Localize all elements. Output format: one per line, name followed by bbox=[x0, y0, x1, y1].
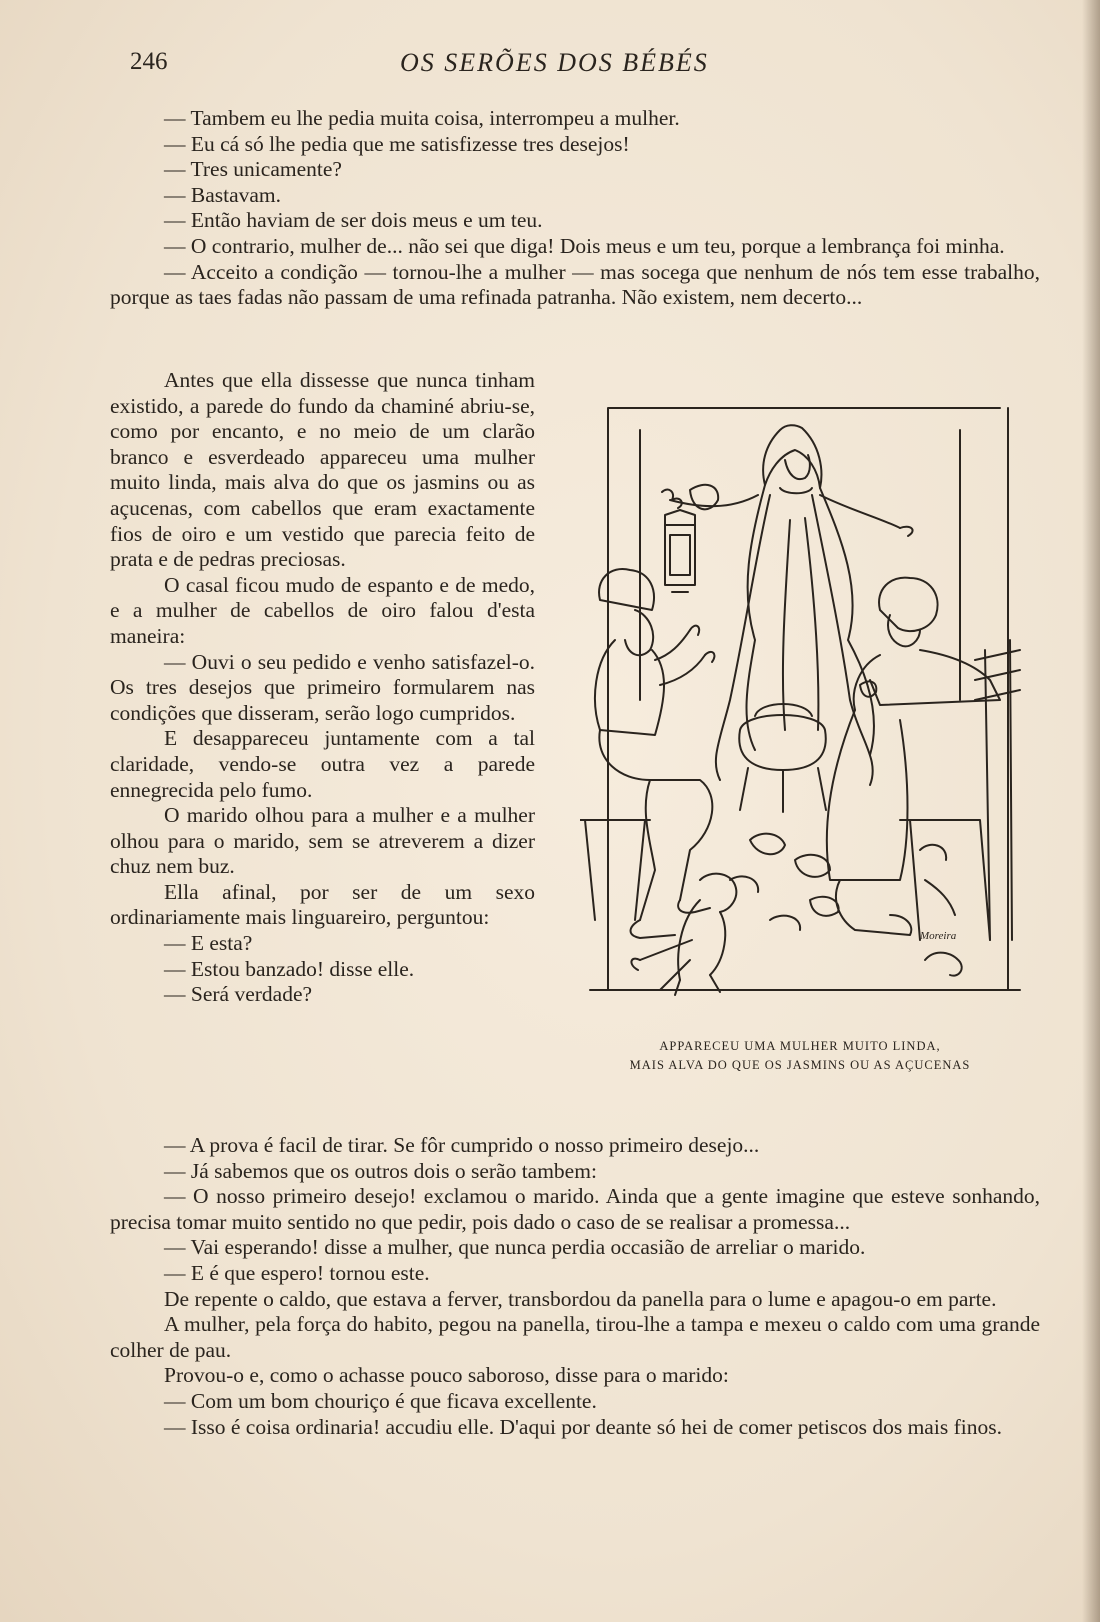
paragraph: Antes que ella dissesse que nunca tinham existido, a parede do fundo da chaminé abriu-se, como por encanto, e no meio de um clarão branco e esverdeado appareceu uma mulher muito linda, mais alva do que os jasmins ou as açucenas, com cabellos que eram exactamente fios de oiro e um vestido que parecia feito de prata e de pedras preciosas. bbox=[110, 368, 535, 572]
running-title: OS SERÕES DOS BÉBÉS bbox=[400, 48, 709, 77]
illustration bbox=[580, 400, 1030, 1000]
left-text-column bbox=[110, 368, 535, 1008]
paragraph: — E é que espero! tornou este. bbox=[164, 1260, 430, 1285]
paragraph: — Ouvi o seu pedido e venho satisfazel-o. Os tres desejos que primeiro formularem nas condições que disseram, serão logo cumpridos. bbox=[110, 649, 535, 725]
paragraph: Ella afinal, por ser de um sexo ordinariamente mais linguareiro, perguntou: bbox=[110, 879, 535, 930]
paragraph: O marido olhou para a mulher e a mulher olhou para o marido, sem se atreverem a dizer chuz nem buz. bbox=[110, 803, 535, 879]
paragraph: O casal ficou mudo de espanto e de medo, e a mulher de cabellos de oiro falou d'esta maneira: bbox=[110, 572, 535, 648]
paragraph: — Estou banzado! disse elle. bbox=[164, 956, 415, 981]
paragraph: A mulher, pela força do habito, pegou na panella, tirou-lhe a tampa e mexeu o caldo com uma grande colher de pau. bbox=[110, 1312, 1040, 1362]
page-number: 246 bbox=[130, 48, 168, 75]
paragraph: — Tres unicamente? bbox=[164, 157, 342, 182]
paragraph: — Acceito a condição — tornou-lhe a mulher — mas socega que nenhum de nós tem esse trabalho, porque as taes fadas não passam de uma refinada patranha. Não existem, nem decerto... bbox=[110, 259, 1040, 310]
top-text-block bbox=[110, 106, 1040, 311]
bottom-text-block bbox=[110, 1133, 1040, 1440]
page-edge-shadow bbox=[1082, 0, 1100, 1622]
paragraph: — Isso é coisa ordinaria! accudiu elle. D'aqui por deante só hei de comer petiscos dos mais finos. bbox=[164, 1414, 1002, 1439]
paragraph: — Já sabemos que os outros dois o serão tambem: bbox=[164, 1158, 597, 1183]
paragraph: — Vai esperando! disse a mulher, que nunca perdia occasião de arreliar o marido. bbox=[164, 1235, 866, 1260]
paragraph: — Tambem eu lhe pedia muita coisa, interrompeu a mulher. bbox=[164, 106, 680, 130]
page-header bbox=[130, 44, 1060, 84]
paragraph: Provou-o e, como o achasse pouco saboroso, disse para o marido: bbox=[164, 1363, 729, 1388]
paragraph: — Então haviam de ser dois meus e um teu. bbox=[164, 208, 543, 233]
paragraph: — O contrario, mulher de... não sei que diga! Dois meus e um teu, porque a lembrança foi minha. bbox=[164, 233, 1005, 258]
paragraph: E desappareceu juntamente com a tal claridade, vendo-se outra vez a parede ennegrecida pelo fumo. bbox=[110, 726, 535, 802]
paragraph: — Eu cá só lhe pedia que me satisfizesse tres desejos! bbox=[164, 131, 630, 156]
paragraph: — Com um bom chouriço é que ficava excellente. bbox=[164, 1388, 597, 1413]
paragraph: — O nosso primeiro desejo! exclamou o marido. Ainda que a gente imagine que esteve sonhando, precisa tomar muito sentido no que pedir, pois dado o caso de se realisar a promessa... bbox=[110, 1184, 1040, 1234]
illustration-drawing bbox=[580, 400, 1030, 1000]
caption-line: APPARECEU UMA MULHER MUITO LINDA, bbox=[659, 1039, 941, 1053]
illustration-caption bbox=[570, 1037, 1030, 1075]
paragraph: — Será verdade? bbox=[164, 982, 313, 1007]
paragraph: — E esta? bbox=[164, 931, 253, 956]
paragraph: — Bastavam. bbox=[164, 182, 282, 207]
paragraph: — A prova é facil de tirar. Se fôr cumprido o nosso primeiro desejo... bbox=[164, 1133, 760, 1157]
artist-signature: Moreira bbox=[920, 930, 957, 942]
paragraph: De repente o caldo, que estava a ferver, transbordou da panella para o lume e apagou-o em parte. bbox=[164, 1286, 997, 1311]
caption-line: MAIS ALVA DO QUE OS JASMINS OU AS AÇUCENAS bbox=[629, 1058, 971, 1072]
